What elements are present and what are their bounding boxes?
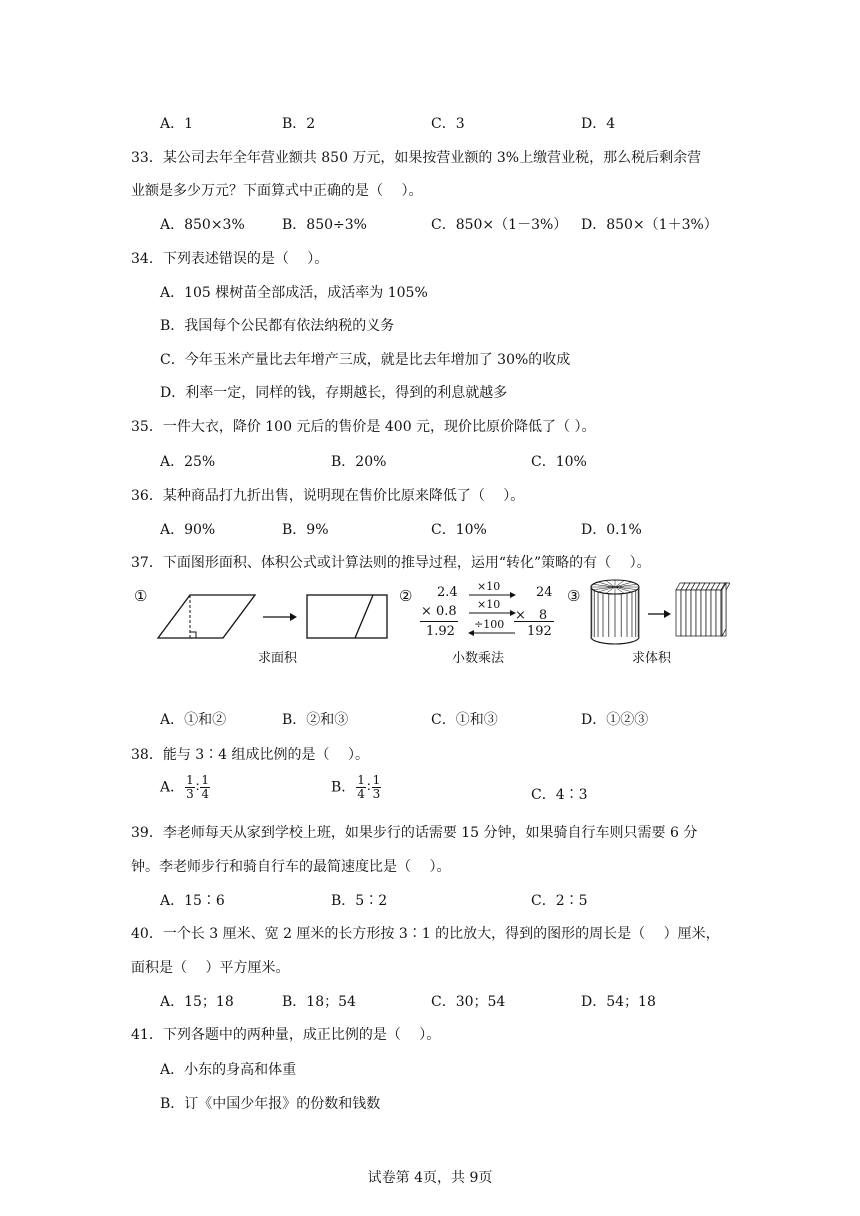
q38-option-a-prefix: A． [160,779,185,796]
page-footer: 试卷第 4页，共 9页 [367,1170,493,1186]
q37-fig2-b-rule [514,621,554,622]
q37-fig3-caption: 求体积 [632,651,672,666]
q33-stem-line2: 业额是多少万元？下面算式中正确的是（ ）。 [131,183,423,199]
q40-option-c: C．30；54 [431,994,506,1010]
ratio-colon: ∶ [195,779,200,796]
q40-option-a: A．15；18 [160,994,234,1010]
q37-fig3-marker: ③ [567,587,581,605]
q39-option-a: A．15∶6 [160,893,225,909]
q41-option-b: B．订《中国少年报》的份数和钱数 [160,1096,381,1112]
q34-stem: 34．下列表述错误的是（ ）。 [131,251,329,267]
q41-stem: 41．下列各题中的两种量，成正比例的是（ ）。 [131,1027,441,1043]
q39-stem-line2: 钟。李老师步行和骑自行车的最简速度比是（ ）。 [131,859,451,875]
q35-option-b: B．20% [331,454,387,470]
q38-option-a [160,774,211,801]
q37-option-c: C．①和③ [431,712,498,728]
q40-option-b: B．18；54 [282,994,356,1010]
q37-fig2-a2: × 0.8 [421,604,457,619]
q36-stem: 36．某种商品打九折出售，说明现在售价比原来降低了（ ）。 [131,488,525,504]
q38-option-b-prefix: B． [331,779,356,796]
q39-stem-line1: 39．李老师每天从家到学校上班，如果步行的话需要 15 分钟，如果骑自行车则只需要 6 分 [131,825,698,841]
fraction-numerator: 1 [357,773,365,787]
fraction-denominator: 3 [372,787,381,801]
fraction-numerator: 1 [186,773,194,787]
q32-option-b: B．2 [282,116,316,132]
q40-option-d: D．54；18 [581,994,656,1010]
q36-option-c: C．10% [431,522,487,538]
q37-fig1-caption: 求面积 [258,651,298,666]
q37-fig2-caption: 小数乘法 [452,651,505,666]
q34-option-c: C．今年玉米产量比去年增产三成，就是比去年增加了 30%的收成 [160,352,571,368]
q33-option-d: D．850×（1＋3%） [581,217,718,233]
q34-option-b: B．我国每个公民都有依法纳税的义务 [160,318,395,334]
q37-fig2-b1: 24 [536,585,553,600]
q37-fig2-op3: ÷100 [474,618,505,631]
q37-fig2-op1: ×10 [477,580,501,593]
fraction [200,774,210,801]
q37-fig1-marker: ① [134,587,148,605]
q32-option-a: A．1 [160,116,194,132]
fraction-numerator: 1 [372,773,381,787]
q35-stem: 35．一件大衣，降价 100 元后的售价是 400 元，现价比原价降低了（ ）。 [131,419,596,435]
q32-option-c: C．3 [431,116,465,132]
q37-option-d: D．①②③ [581,712,649,728]
q37-option-a: A．①和② [160,712,227,728]
q32-option-d: D．4 [581,116,616,132]
q37-fig2-a-rule [420,621,458,622]
q34-option-a: A．105 棵树苗全部成活，成活率为 105% [160,285,428,301]
q36-option-b: B．9% [282,522,329,538]
fraction [185,774,195,801]
fraction [372,774,382,801]
q37-fig2-marker: ② [399,587,413,605]
q36-option-d: D．0.1% [581,522,642,538]
q38-stem: 38．能与 3∶4 组成比例的是（ ）。 [131,747,369,763]
q39-option-c: C．2∶5 [531,893,588,909]
q37-fig2-a1: 2.4 [437,585,458,600]
q37-fig2-op2: ×10 [477,598,501,611]
fraction [356,774,366,801]
q35-option-c: C．10% [531,454,587,470]
fraction-denominator: 3 [186,787,194,801]
q33-option-b: B．850÷3% [282,217,367,233]
q40-stem-line2: 面积是（ ）平方厘米。 [131,960,290,976]
q37-fig1-parallelogram-diagram [155,590,395,650]
q39-option-b: B．5∶2 [331,893,388,909]
q33-option-a: A．850×3% [160,217,245,233]
q37-fig2-a3: 1.92 [426,624,455,639]
q37-option-b: B．②和③ [282,712,349,728]
q37-fig2-arrows [468,592,518,636]
q36-option-a: A．90% [160,522,216,538]
q37-fig2-b2: × 8 [515,608,548,623]
fraction-denominator: 4 [201,787,210,801]
q37-stem: 37．下面图形面积、体积公式或计算法则的推导过程，运用“转化”策略的有（ ）。 [131,555,651,571]
q38-option-b [331,774,382,801]
q38-option-c: C．4∶3 [531,787,588,803]
ratio-colon: ∶ [366,779,371,796]
q34-option-d: D．利率一定，同样的钱，存期越长，得到的利息就越多 [160,385,508,401]
fraction-denominator: 4 [357,787,365,801]
q35-option-a: A．25% [160,454,216,470]
fraction-numerator: 1 [201,773,210,787]
q37-fig2-b3: 192 [527,624,552,639]
q37-fig3-cylinder-diagram [588,578,730,646]
q33-option-c: C．850×（1－3%） [431,217,568,233]
q40-stem-line1: 40．一个长 3 厘米、宽 2 厘米的长方形按 3∶1 的比放大，得到的图形的周长是（ ）厘米， [131,926,720,942]
q33-stem-line1: 33．某公司去年全年营业额共 850 万元，如果按营业额的 3%上缴营业税，那么税后剩余营 [131,150,702,166]
q41-option-a: A．小东的身高和体重 [160,1062,297,1078]
